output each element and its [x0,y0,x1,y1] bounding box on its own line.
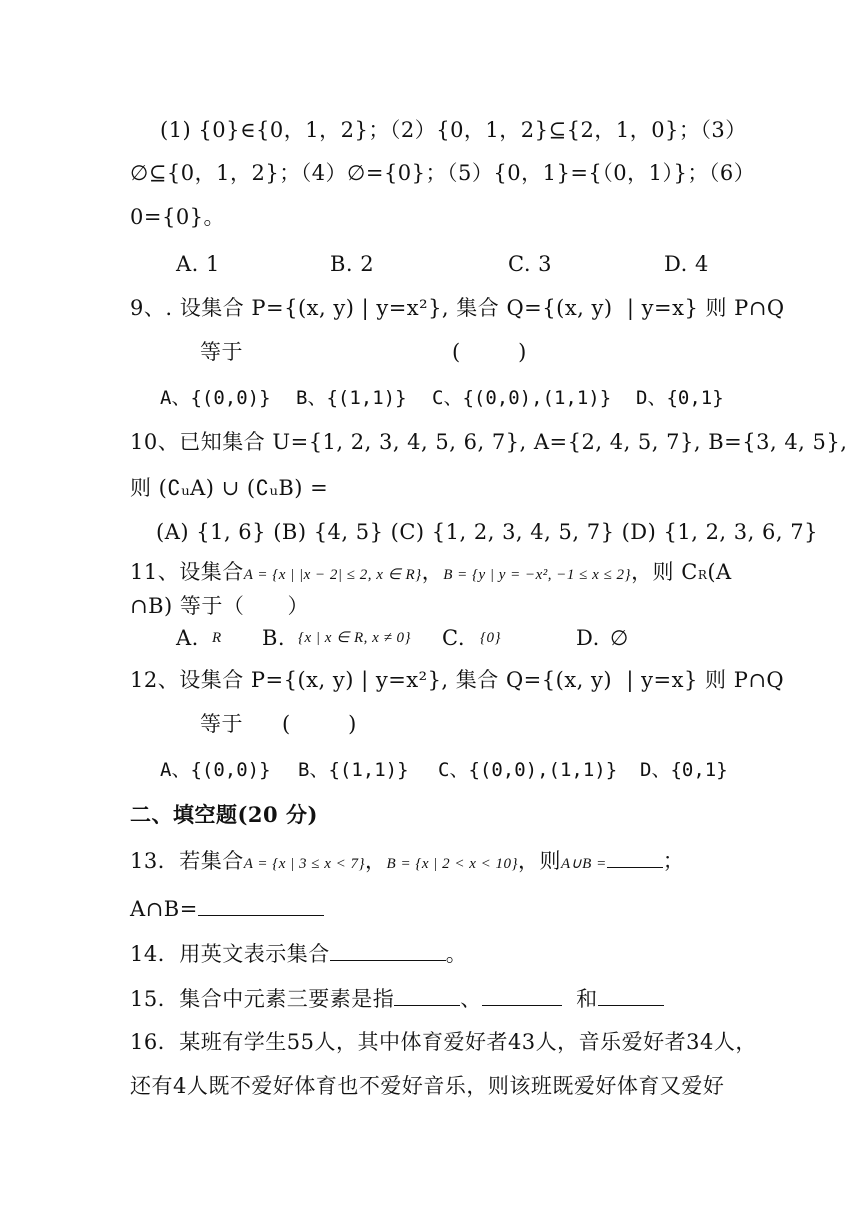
set-b-expression: B = {y | y = −x², −1 ≤ x ≤ 2} [443,567,632,583]
q13-stem: 13．若集合A = {x | 3 ≤ x < 7}，B = {x | 2 < x < 10}，则A∪B = ； [130,845,684,878]
q12-option-c: C、{(0,0),(1,1)} [438,759,618,781]
q9-option-d: D、{0,1} [636,387,724,409]
set-a-expression: A = {x | 3 ≤ x < 7} [243,856,366,872]
q8-line-3: 0={0}。 [130,205,226,229]
answer-blank[interactable] [394,983,460,1006]
q9-stem: 9、. 设集合 P={(x, y) | y=x²}, 集合 Q={(x, y) | y=x} 则 P∩Q [130,296,785,320]
section-heading: 二、填空题(20 分) [130,802,318,827]
q8-option-d: D. 4 [664,252,709,276]
q14-stem: 14．用英文表示集合 。 [130,938,467,968]
q8-line-2: ∅⊆{0，1，2}；（4）∅={0}；（5）{0，1}={（0，1）}；（6） [130,161,756,185]
q12-stem: 12、设集合 P={(x, y) | y=x²}, 集合 Q={(x, y) | y=x} 则 P∩Q [130,668,785,692]
answer-blank[interactable] [330,938,446,961]
q11-stem-2: ∩B) 等于（ ） [130,594,309,618]
q11-option-b: {x | x ∈ R, x ≠ 0} [298,630,412,646]
q8-line-1: (1) {0}∈{0，1，2}；（2）{0，1，2}⊆{2，1，0}；（3） [160,118,747,142]
q12-option-d: D、{0,1} [640,759,728,781]
answer-blank[interactable] [607,845,663,868]
answer-blank[interactable] [482,983,562,1006]
q11-option-a: R [212,630,222,646]
q16-line-2: 还有4人既不爱好体育也不爱好音乐，则该班既爱好体育又爱好 [130,1074,725,1098]
answer-blank[interactable] [598,983,664,1006]
q8-option-a: A. 1 [176,252,220,276]
q11-option-c: {0} [480,630,501,646]
answer-paren: ( ) [282,712,357,736]
answer-paren: ( ) [452,340,527,364]
q9-option-b: B、{(1,1)} [296,387,407,409]
q13-line-2: A∩B= [130,893,324,923]
set-a-expression: A = {x | |x − 2| ≤ 2, x ∈ R} [243,567,422,583]
q10-stem: 10、已知集合 U={1, 2, 3, 4, 5, 6, 7}, A={2, 4, 5, 7}, B={3, 4, 5}, [130,430,848,454]
q16-line-1: 16．某班有学生55人，其中体育爱好者43人，音乐爱好者34人， [130,1030,757,1054]
q11-stem: 11、设集合A = {x | |x − 2| ≤ 2, x ∈ R}，B = {y | y = −x², −1 ≤ x ≤ 2}，则 CR(A [130,560,732,584]
q8-option-c: C. 3 [508,252,553,276]
q9-option-c: C、{(0,0),(1,1)} [432,387,612,409]
q10-stem-2: 则 (∁ᵤA) ∪ (∁ᵤB) = [130,476,329,500]
q12-option-a: A、{(0,0)} [160,759,271,781]
exam-page: (1) {0}∈{0，1，2}；（2）{0，1，2}⊆{2，1，0}；（3） ∅⊆{0，1，2}；（4）∅={0}；（5）{0，1}={（0，1）}；（6） 0={0}。 A. 1 B. 2 C. 3 D. 4 9、. 设集合 P={(x, y) | y=x²}, 集合 Q={(x, y) | y=x} 则 P∩Q 等于 ( ) A、{(0,0)} B、{(1,1)} C、{(0,0),(1,1)} D、{0,1} 10、已知集合 U={1, 2, 3, 4, 5, 6, 7}, A={2, 4, 5, 7}, B={3, 4, 5}, 则 (∁ᵤA) ∪ (∁ᵤB) = (A) {1, 6} (B) {4, 5} (C) {1, 2, 3, 4, 5, 7} (D) {1, 2, 3, 6, 7} 11、设集合A = {x | |x − 2| ≤ 2, x ∈ R}，B = {y | y = −x², −1 ≤ x ≤ 2}，则 CR(A ∩B) 等于（ ） A. R B. {x | x ∈ R, x ≠ 0} C. {0} D. ∅ 12、设集合 P={(x, y) | y=x²}, 集合 Q={(x, y) | y=x} 则 P∩Q 等于 ( ) A、{(0,0)} B、{(1,1)} C、{(0,0),(1,1)} D、{0,1} 二、填空题(20 分) 13．若集合A = {x | 3 ≤ x < 7}，B = {x | 2 < x < 10}，则A∪B = ； A∩B= 14．用英文表示集合 。 15．集合中元素三要素是指 、 和 16．某班有学生55人，其中体育爱好者43人，音乐爱好者34人， 还有4人既不爱好体育也不爱好音乐，则该班既爱好体育又爱好 [130,118,848,1098]
answer-blank[interactable] [198,893,324,916]
q9-option-a: A、{(0,0)} [160,387,271,409]
q8-option-b: B. 2 [330,252,375,276]
q12-option-b: B、{(1,1)} [298,759,409,781]
set-b-expression: B = {x | 2 < x < 10} [386,856,519,872]
q10-options: (A) {1, 6} (B) {4, 5} (C) {1, 2, 3, 4, 5, 7} (D) {1, 2, 3, 6, 7} [156,520,818,544]
q11-option-d: ∅ [610,626,629,650]
q15-stem: 15．集合中元素三要素是指 、 和 [130,983,664,1013]
